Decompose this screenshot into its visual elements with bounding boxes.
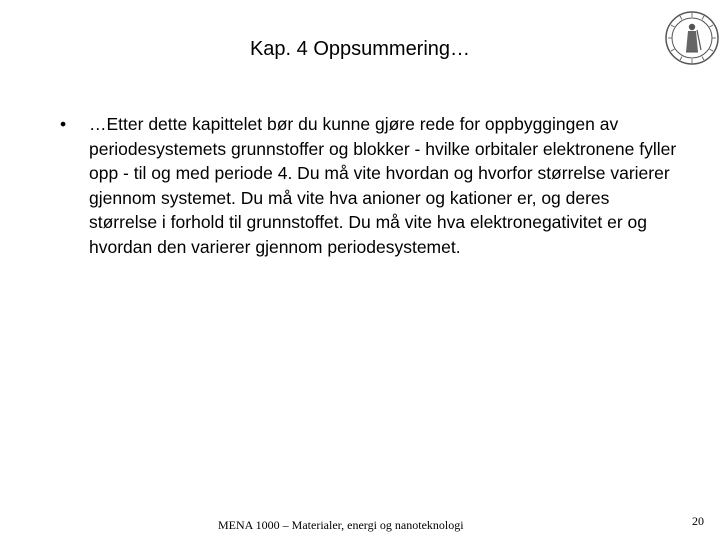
bullet-list xyxy=(60,112,680,259)
bullet-item xyxy=(60,112,680,259)
page-number: 20 xyxy=(692,514,704,528)
university-seal-icon xyxy=(664,10,720,66)
footer-course-text: MENA 1000 – Materialer, energi og nanoteknologi xyxy=(218,518,464,532)
bullet-text: …Etter dette kapittelet bør du kunne gjøre rede for oppbyggingen av periodesystemets grunnstoffer og blokker - hvilke orbitaler elektronene fyller opp - til og med periode 4. Du må vite hvordan og hvorfor størrelse varierer gjennom systemet. Du må vite hva anioner og kationer er, og deres størrelse i forhold til grunnstoffet. Du må vite hva elektronegativitet er og hvordan den varierer gjennom periodesystemet. xyxy=(89,114,677,257)
bullet-mark: • xyxy=(60,114,67,134)
slide-title: Kap. 4 Oppsummering… xyxy=(249,38,471,60)
